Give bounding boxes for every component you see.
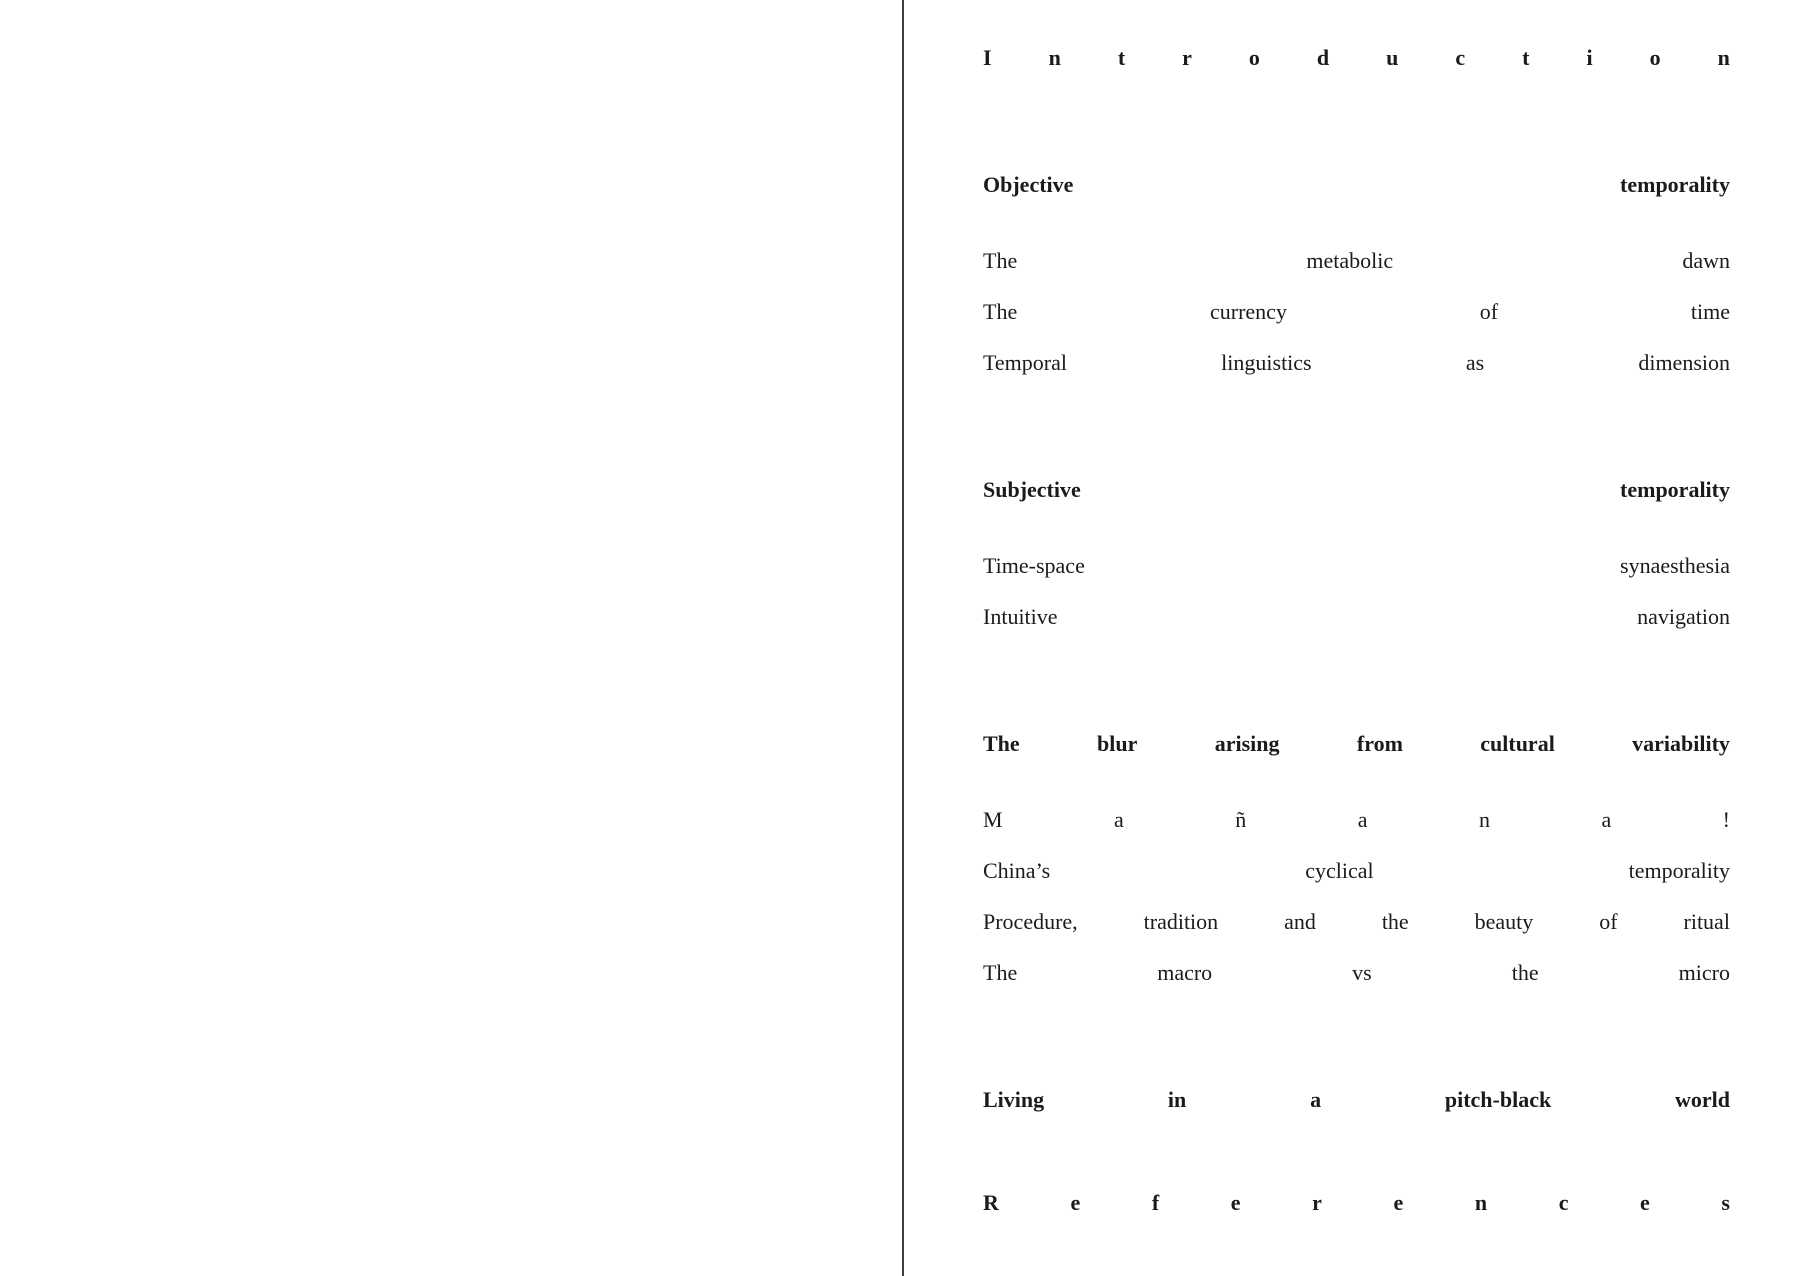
toc-token: pitch-black [1444, 1087, 1552, 1112]
toc-token: s [1721, 1190, 1730, 1215]
toc-token: t [1522, 45, 1530, 70]
toc-token: t [1117, 45, 1126, 70]
toc-token: arising [1214, 731, 1280, 756]
toc-page [904, 0, 1803, 1276]
toc-token: temporality [1620, 477, 1730, 502]
toc-entry [983, 809, 1730, 831]
toc-entry [983, 555, 1730, 577]
toc-token: cultural [1480, 731, 1555, 756]
toc-token: beauty [1474, 909, 1534, 934]
toc-token: micro [1678, 960, 1730, 985]
toc-token: M [983, 807, 1003, 832]
toc-title [983, 47, 1730, 69]
toc-token: currency [1210, 299, 1287, 324]
section-heading [983, 174, 1730, 196]
toc-token: ! [1722, 807, 1730, 832]
toc-token: d [1316, 45, 1330, 70]
toc-token: temporality [1620, 172, 1730, 197]
toc-token: Time-space [983, 553, 1085, 578]
toc-token: e [1640, 1190, 1650, 1215]
toc-token: as [1465, 350, 1485, 375]
toc-token: ritual [1683, 909, 1730, 934]
toc-token: cyclical [1305, 858, 1374, 883]
toc-entry [983, 962, 1730, 984]
toc-token: Living [983, 1087, 1045, 1112]
toc-token: Temporal [983, 350, 1067, 375]
toc-token: China’s [983, 858, 1051, 883]
toc-token: a [1357, 807, 1368, 832]
toc-token: Subjective [983, 477, 1081, 502]
toc-token: r [1312, 1190, 1322, 1215]
toc-token: n [1478, 807, 1490, 832]
toc-token: The [983, 960, 1018, 985]
toc-token: vs [1352, 960, 1372, 985]
toc-token: Objective [983, 172, 1074, 197]
toc-token: a [1310, 1087, 1322, 1112]
toc-token: Intuitive [983, 604, 1058, 629]
section-heading [983, 733, 1730, 755]
toc-token: ñ [1235, 807, 1247, 832]
section-heading [983, 1192, 1730, 1214]
toc-token: o [1248, 45, 1260, 70]
toc-token: variability [1632, 731, 1730, 756]
toc-token: of [1599, 909, 1618, 934]
toc-token: linguistics [1221, 350, 1312, 375]
toc-token: navigation [1637, 604, 1730, 629]
toc-token: the [1381, 909, 1409, 934]
toc-token: The [983, 299, 1018, 324]
toc-entry [983, 301, 1730, 323]
toc-token: The [983, 248, 1018, 273]
toc-token: i [1586, 45, 1593, 70]
toc-token: c [1558, 1190, 1569, 1215]
toc-token: in [1167, 1087, 1187, 1112]
toc-token: metabolic [1306, 248, 1394, 273]
toc-token: r [1182, 45, 1192, 70]
toc-entry [983, 352, 1730, 374]
toc-token: R [983, 1190, 999, 1215]
toc-token: n [1048, 45, 1061, 70]
toc-token: tradition [1143, 909, 1219, 934]
toc-entry [983, 860, 1730, 882]
section-heading [983, 1089, 1730, 1111]
table-of-contents [983, 0, 1730, 1214]
toc-token: e [1393, 1190, 1404, 1215]
toc-entry [983, 606, 1730, 628]
toc-entry [983, 250, 1730, 272]
toc-token: temporality [1628, 858, 1730, 883]
toc-token: n [1474, 1190, 1488, 1215]
toc-token: world [1674, 1087, 1730, 1112]
toc-token: a [1114, 807, 1124, 832]
section-heading [983, 479, 1730, 501]
toc-token: and [1284, 909, 1316, 934]
toc-token: I [983, 45, 992, 70]
toc-token: c [1455, 45, 1466, 70]
toc-token: The [983, 731, 1020, 756]
toc-token: e [1070, 1190, 1081, 1215]
toc-token: a [1601, 807, 1612, 832]
toc-token: time [1690, 299, 1730, 324]
toc-token: synaesthesia [1620, 553, 1730, 578]
toc-token: of [1479, 299, 1499, 324]
toc-token: dimension [1638, 350, 1730, 375]
toc-token: blur [1097, 731, 1138, 756]
toc-token: u [1386, 45, 1399, 70]
toc-token: n [1717, 45, 1730, 70]
toc-token: the [1511, 960, 1539, 985]
toc-token: e [1230, 1190, 1241, 1215]
toc-token: f [1151, 1190, 1160, 1215]
toc-token: Procedure, [983, 909, 1078, 934]
toc-token: from [1356, 731, 1403, 756]
toc-entry [983, 911, 1730, 933]
toc-token: macro [1157, 960, 1213, 985]
toc-token: dawn [1682, 248, 1730, 273]
toc-token: o [1649, 45, 1661, 70]
